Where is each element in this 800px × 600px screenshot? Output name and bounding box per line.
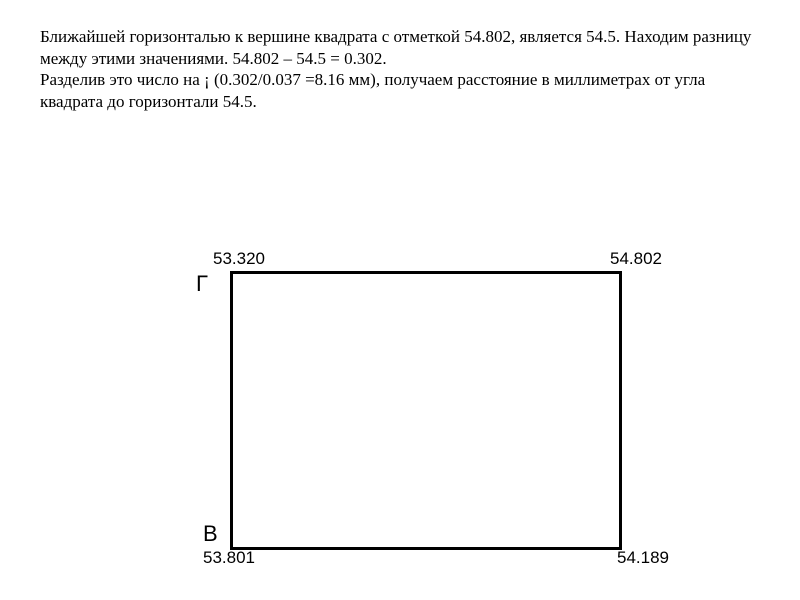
top-left-corner-letter: Г [196,271,208,296]
bottom-left-elevation: 53.801 [203,548,255,567]
explanation-paragraph-2: Разделив это число на ¡ (0.302/0.037 =8.16 мм), получаем расстояние в миллиметрах от угла квадрата до горизонтали 54.5. [40,70,706,111]
grid-square [230,271,622,550]
bottom-right-elevation: 54.189 [617,548,669,567]
top-left-elevation: 53.320 [213,249,265,268]
bottom-left-corner-letter: В [203,521,218,546]
explanation-paragraph-1: Ближайшей горизонталью к вершине квадрата с отметкой 54.802, является 54.5. Находим разницу между этими значениями. 54.802 – 54.5 = 0.302. [40,27,752,68]
top-right-elevation: 54.802 [610,249,662,268]
explanation-text [40,26,760,112]
